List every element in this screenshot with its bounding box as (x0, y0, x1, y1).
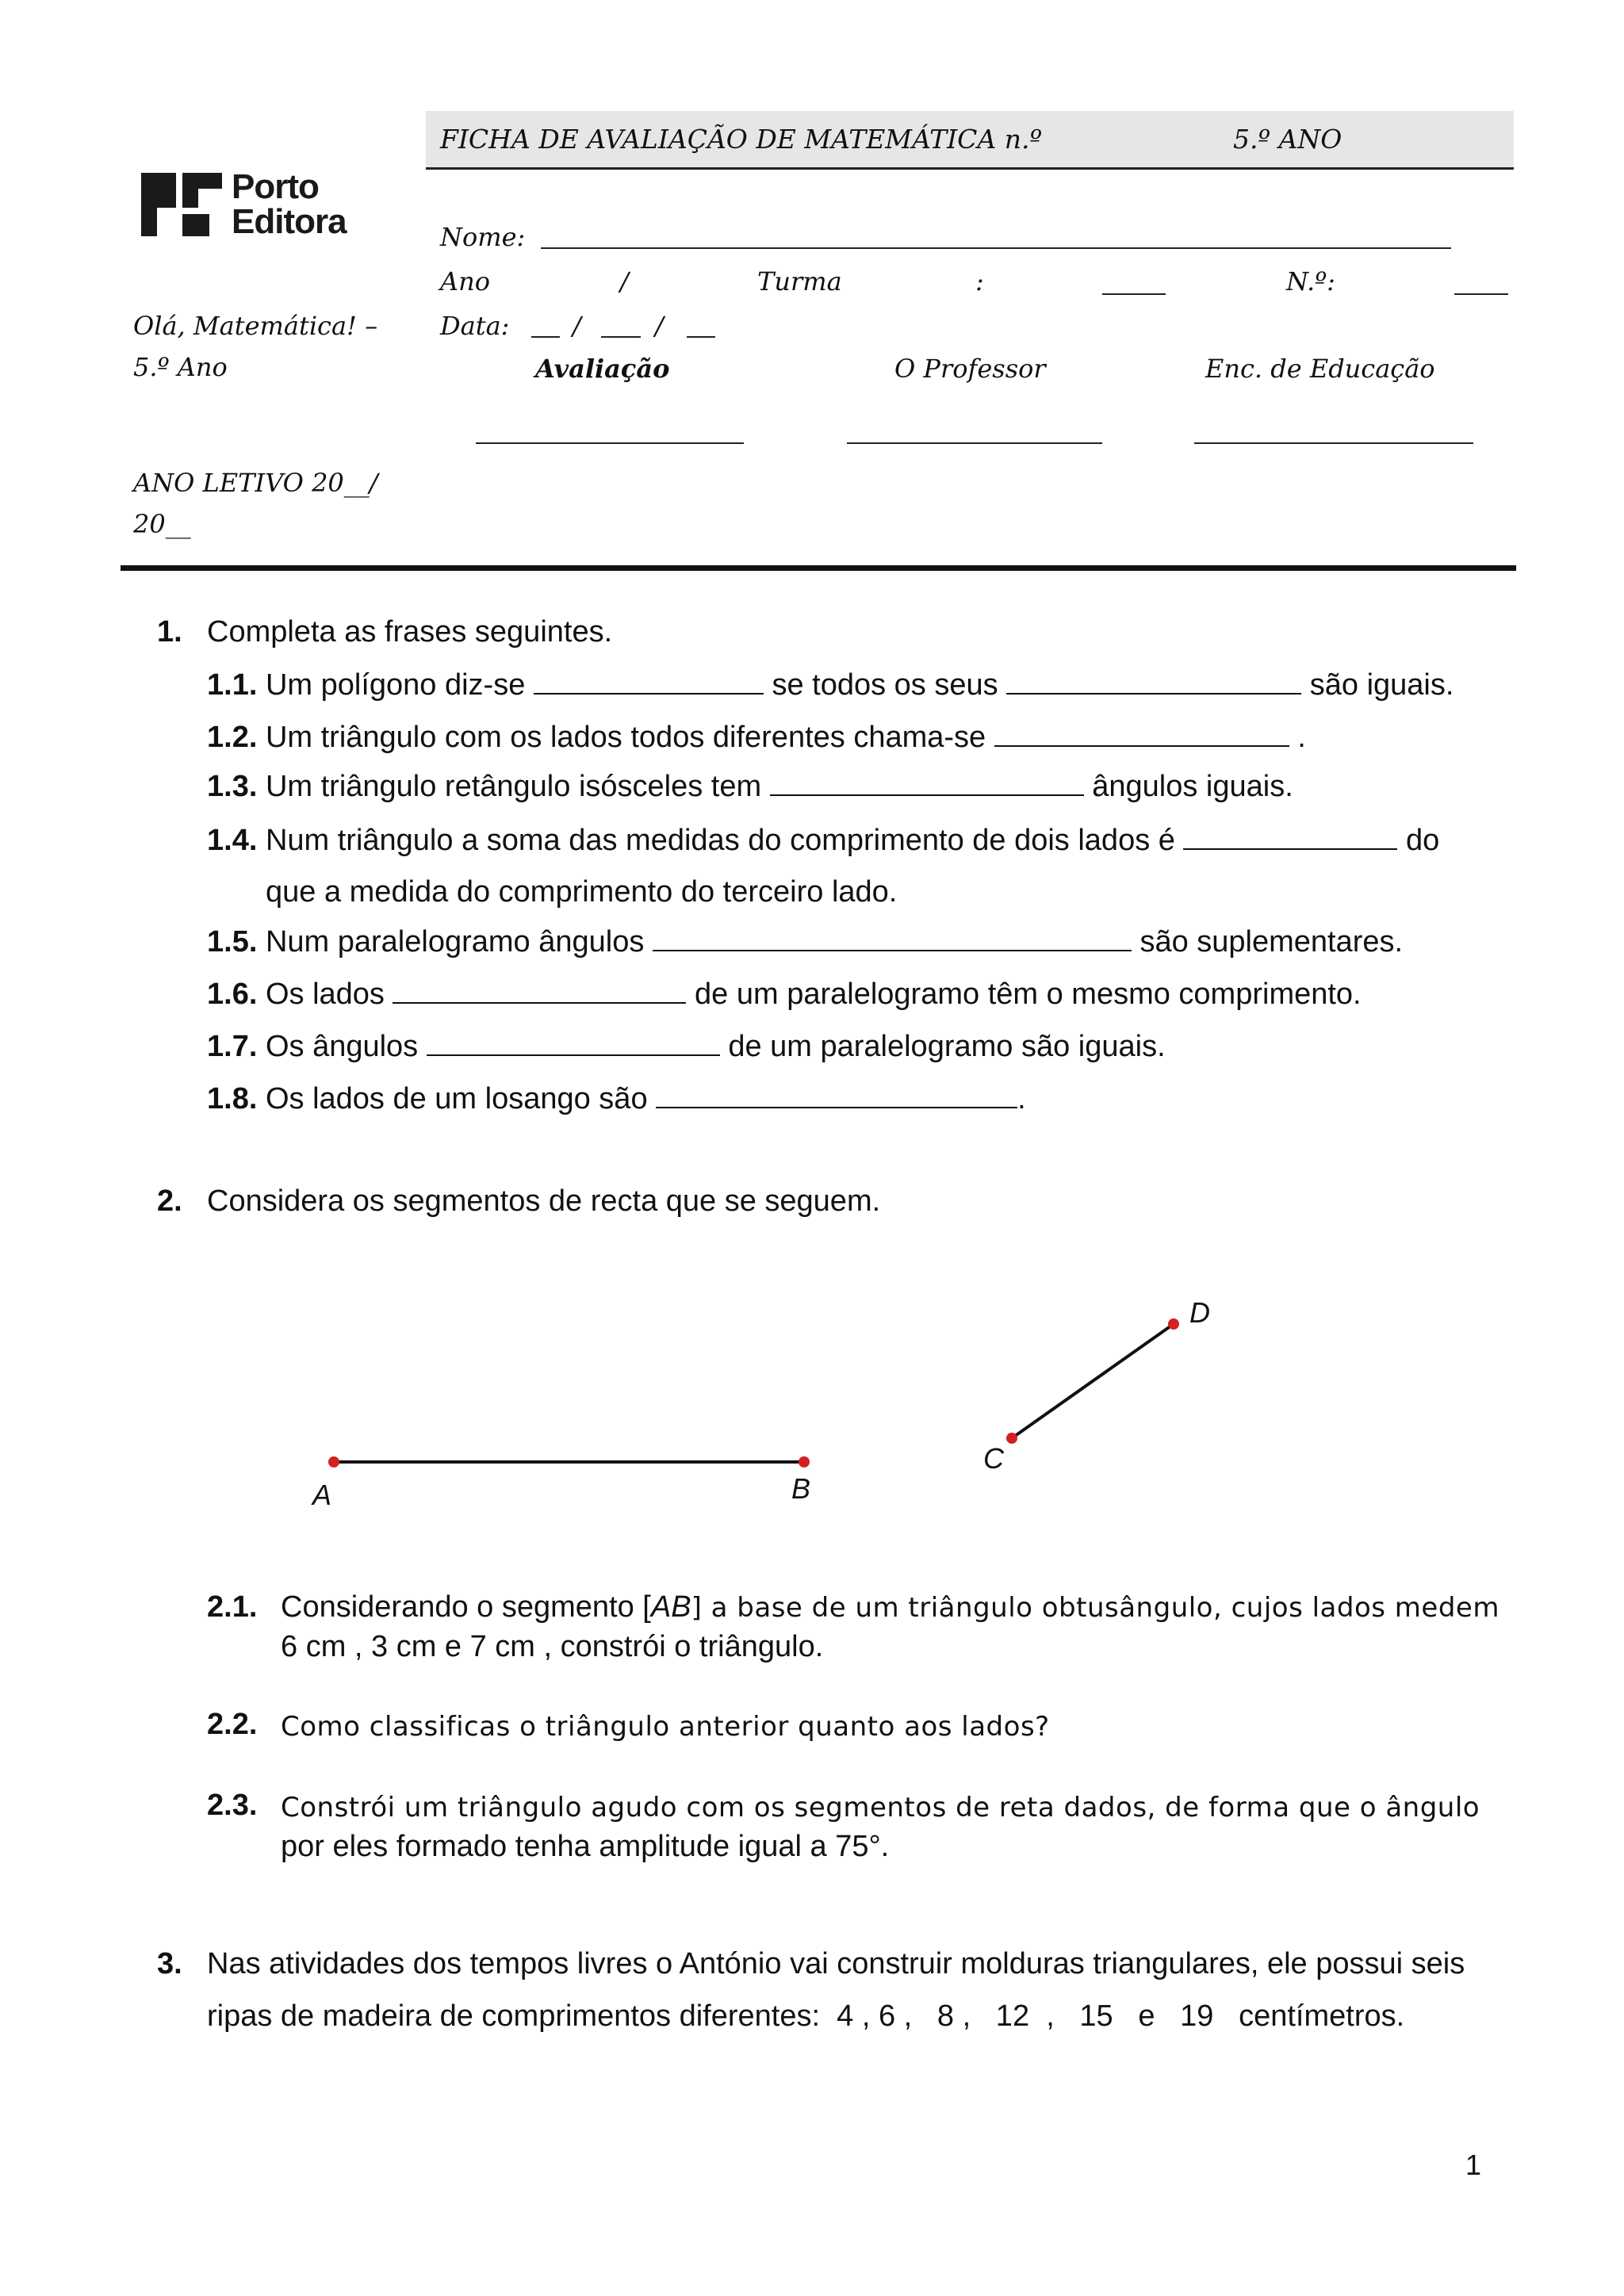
data-year-field[interactable] (687, 336, 715, 338)
avaliacao-signature-line[interactable] (476, 442, 744, 444)
point-d (1168, 1318, 1179, 1330)
data-day-field[interactable] (531, 336, 560, 338)
question-2-text: Considera os segmentos de recta que se seguem. (207, 1184, 881, 1218)
book-grade: 5.º Ano (133, 352, 228, 382)
logo-line-2: Editora (232, 202, 347, 241)
segment-name: AB (650, 1590, 691, 1624)
numero-field[interactable] (1454, 293, 1508, 295)
item-text: se todos os seus (772, 668, 998, 702)
item-text: Num paralelogramo ângulos (265, 925, 645, 959)
question-number: 1. (157, 615, 182, 649)
item-number: 1.8. (207, 1082, 258, 1115)
item-text: Os lados de um losango são (265, 1082, 648, 1115)
answer-blank[interactable] (427, 1031, 720, 1056)
question-3-line2: ripas de madeira de comprimentos diferentes: 4 , 6 , 8 , 12 , 15 e 19 centímetros. (207, 1999, 1405, 2033)
numero-label: N.º: (1286, 266, 1335, 297)
answer-blank[interactable] (1183, 825, 1397, 850)
header-divider (121, 565, 1516, 571)
school-year-line2: 20__ (133, 509, 191, 539)
item-number: 2.3. (207, 1789, 258, 1822)
item-1-8 (207, 1083, 1026, 1114)
data-label: Data: (440, 311, 510, 341)
professor-signature-line[interactable] (847, 442, 1102, 444)
point-c (1006, 1433, 1017, 1444)
grade-label: 5.º ANO (1233, 124, 1342, 155)
turma-field[interactable] (1102, 293, 1166, 295)
item-2-3-line2: por eles formado tenha amplitude igual a 75°. (281, 1830, 890, 1863)
item-text: ] a base de um triângulo obtusângulo, cujos lados medem (691, 1592, 1500, 1624)
label-c: C (983, 1442, 1004, 1475)
point-a (328, 1456, 339, 1468)
item-text: são suplementares. (1139, 925, 1404, 959)
item-number: 2.2. (207, 1708, 258, 1741)
item-number: 1.3. (207, 770, 258, 803)
item-1-6 (207, 978, 1362, 1009)
item-1-4 (207, 825, 1439, 855)
book-name: Olá, Matemática! – (133, 311, 378, 341)
item-number: 1.7. (207, 1030, 258, 1063)
item-2-3-number (207, 1790, 257, 1820)
professor-label: O Professor (894, 354, 1046, 384)
item-text: Os lados (265, 978, 385, 1011)
answer-blank[interactable] (534, 669, 764, 695)
question-1 (157, 617, 182, 647)
item-1-7 (207, 1031, 1166, 1062)
logo-wordmark (232, 167, 347, 241)
item-text: Num triângulo a soma das medidas do comprimento de dois lados é (265, 824, 1175, 857)
item-text: Um triângulo retângulo isósceles tem (265, 770, 762, 803)
item-text: . (1017, 1082, 1026, 1115)
item-text: Considerando o segmento [ (281, 1590, 651, 1624)
turma-colon: : (975, 266, 984, 297)
point-b (799, 1456, 810, 1468)
item-text: ângulos iguais. (1092, 770, 1293, 803)
data-sep-2: / (655, 311, 664, 341)
segments-figure (0, 1269, 1624, 1538)
question-number: 3. (157, 1947, 182, 1980)
encarregado-label: Enc. de Educação (1205, 354, 1435, 384)
item-2-1-line2: 6 cm , 3 cm e 7 cm , constrói o triângulo. (281, 1630, 824, 1663)
item-1-2 (207, 721, 1306, 752)
logo-line-1: Porto (232, 167, 319, 206)
item-1-5 (207, 926, 1403, 957)
answer-blank[interactable] (653, 926, 1132, 951)
item-2-2-text: Como classificas o triângulo anterior quanto aos lados? (281, 1711, 1050, 1743)
turma-label: Turma (757, 266, 842, 297)
data-sep-1: / (573, 311, 581, 341)
answer-blank[interactable] (770, 771, 1084, 796)
worksheet-title: FICHA DE AVALIAÇÃO DE MATEMÁTICA n.º (440, 124, 1042, 155)
data-month-field[interactable] (601, 336, 641, 338)
item-number: 2.1. (207, 1590, 258, 1624)
item-number: 1.1. (207, 668, 258, 702)
item-2-3-line1: Constrói um triângulo agudo com os segmentos de reta dados, de forma que o ângulo (281, 1792, 1480, 1823)
item-text: Os ângulos (265, 1030, 419, 1063)
porto-editora-logo-icon (138, 171, 225, 238)
answer-blank[interactable] (393, 978, 686, 1004)
school-year-line1: ANO LETIVO 20__/ (133, 468, 378, 498)
label-a: A (312, 1479, 332, 1511)
item-text: de um paralelogramo são iguais. (728, 1030, 1166, 1063)
item-2-2-number (207, 1709, 257, 1739)
nome-field[interactable] (541, 247, 1451, 249)
question-3 (157, 1949, 182, 1979)
encarregado-signature-line[interactable] (1194, 442, 1473, 444)
question-1-text: Completa as frases seguintes. (207, 615, 613, 649)
item-text: são iguais. (1309, 668, 1454, 702)
item-number: 1.2. (207, 721, 258, 754)
item-2-1-number (207, 1592, 257, 1622)
item-1-1 (207, 669, 1454, 700)
ano-label: Ano (440, 266, 490, 297)
item-1-4-continuation: que a medida do comprimento do terceiro lado. (266, 875, 898, 909)
answer-blank[interactable] (1006, 669, 1301, 695)
item-text: . (1297, 721, 1306, 754)
item-text: Um polígono diz-se (265, 668, 526, 702)
nome-label: Nome: (440, 222, 526, 252)
ano-slash: / (620, 266, 629, 297)
item-number: 1.6. (207, 978, 258, 1011)
item-1-3 (207, 771, 1293, 802)
item-number: 1.4. (207, 824, 258, 857)
segment-cd (1012, 1324, 1174, 1438)
answer-blank[interactable] (994, 721, 1289, 747)
page-number: 1 (1465, 2149, 1482, 2181)
avaliacao-label: Avaliação (535, 354, 670, 384)
question-2 (157, 1186, 182, 1216)
item-text: de um paralelogramo têm o mesmo comprimento. (695, 978, 1362, 1011)
question-3-line1: Nas atividades dos tempos livres o António vai construir molduras triangulares, ele possui seis (207, 1947, 1465, 1980)
item-text: do (1406, 824, 1440, 857)
label-d: D (1189, 1296, 1210, 1329)
item-text: Um triângulo com os lados todos diferentes chama-se (265, 721, 986, 754)
label-b: B (791, 1472, 811, 1505)
question-number: 2. (157, 1184, 182, 1218)
answer-blank[interactable] (656, 1083, 1017, 1108)
item-number: 1.5. (207, 925, 258, 959)
item-2-1-line1 (281, 1592, 1500, 1622)
